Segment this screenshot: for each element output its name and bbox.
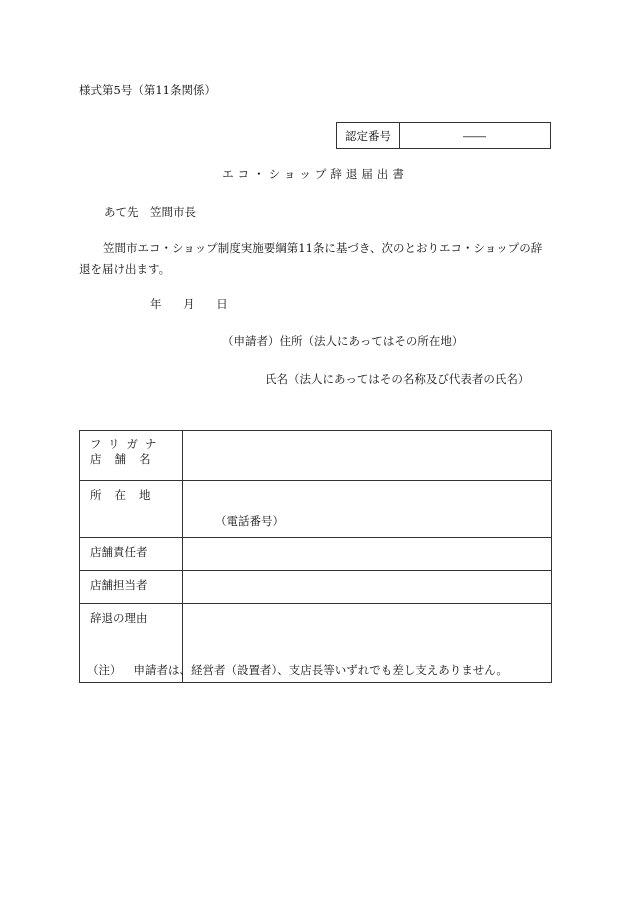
date-line: 年 月 日 <box>150 297 228 311</box>
form-number: 様式第5号（第11条関係） <box>79 83 216 97</box>
location-row <box>80 481 552 538</box>
shop-manager-row <box>80 538 552 571</box>
shop-name-field[interactable] <box>183 431 552 481</box>
phone-number-label: （電話番号） <box>215 514 284 528</box>
shop-staff-row <box>80 571 552 604</box>
addressee: あて先 笠間市長 <box>104 205 196 219</box>
shop-manager-label: 店舗責任者 <box>80 538 183 571</box>
shop-info-table <box>79 430 552 683</box>
note <box>87 662 508 678</box>
certification-number-box <box>336 122 551 149</box>
location-label: 所在地 <box>90 488 164 502</box>
withdrawal-reason-label: 辞退の理由 <box>80 604 183 683</box>
note-text: 申請者は、経営者（設置者）、支店長等いずれでも差し支えありません。 <box>133 663 508 677</box>
body-text: 笠間市エコ・ショップ制度実施要綱第11条に基づき、次のとおりエコ・ショップの辞退を届け出ます。 <box>79 241 543 276</box>
location-field[interactable] <box>183 481 552 538</box>
shop-manager-field[interactable] <box>183 538 552 571</box>
shop-name-row <box>80 431 552 481</box>
applicant-name-label: 氏名（法人にあってはその名称及び代表者の氏名） <box>265 372 530 386</box>
furigana-label: フリガナ <box>90 437 164 451</box>
shop-name-label: 店舗名 <box>90 452 164 466</box>
certification-number-label: 認定番号 <box>337 123 400 148</box>
note-head: （注） <box>87 663 122 677</box>
applicant-address-label: （申請者）住所（法人にあってはその所在地） <box>222 334 464 348</box>
location-label-cell <box>80 481 183 538</box>
shop-name-label-cell <box>80 431 183 481</box>
certification-number-value: ―― <box>463 128 486 143</box>
document-title: エコ・ショップ辞退届出書 <box>222 167 408 181</box>
shop-staff-field[interactable] <box>183 571 552 604</box>
shop-staff-label: 店舗担当者 <box>80 571 183 604</box>
